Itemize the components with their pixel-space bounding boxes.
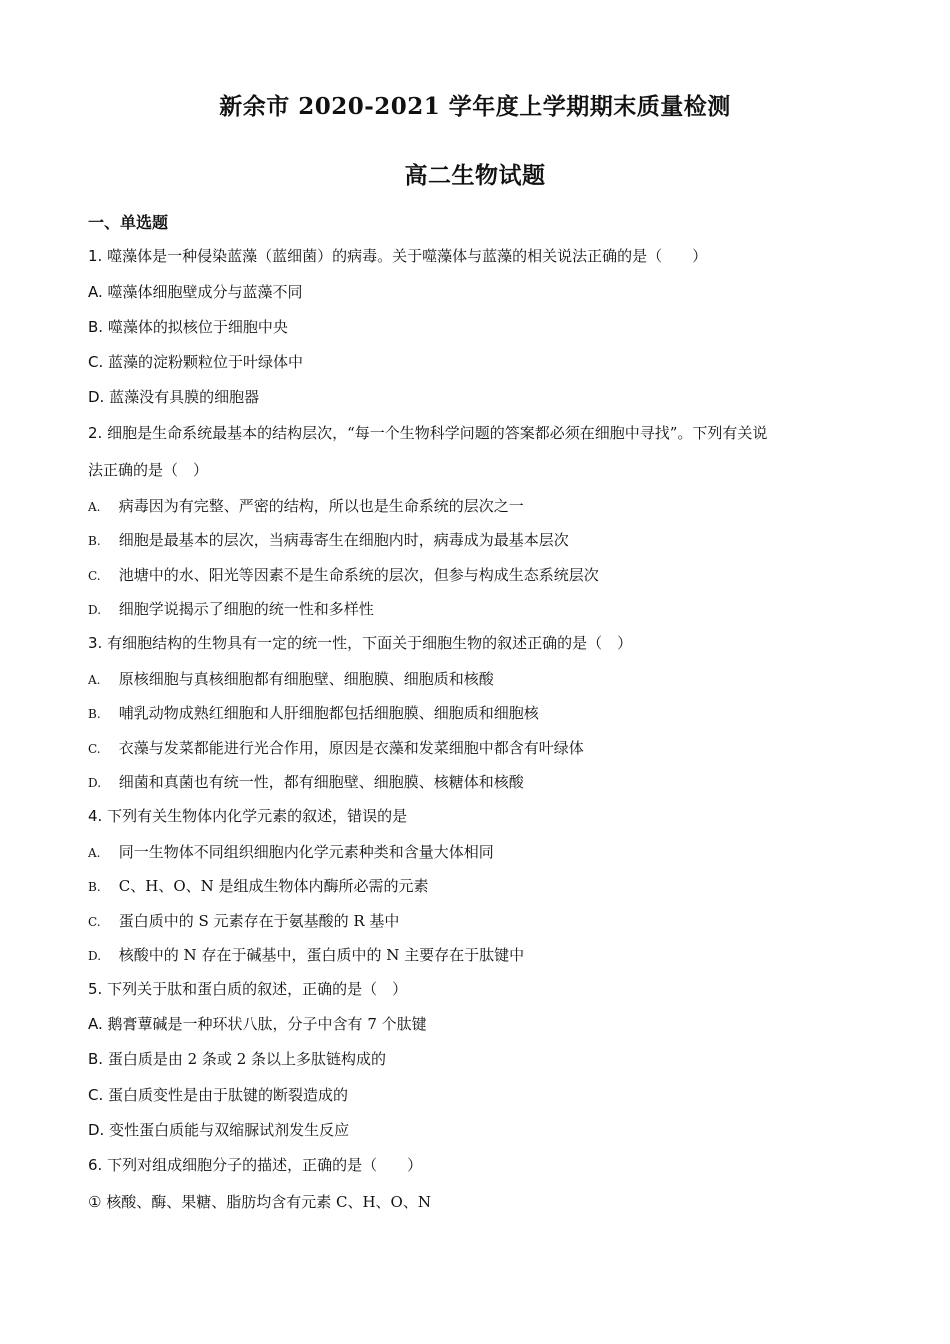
question-3-stem (88, 633, 632, 653)
option-letter: A. (88, 283, 103, 301)
question-3-option-d (88, 772, 524, 793)
option-letter: C. (88, 353, 104, 371)
question-number: 2. (88, 424, 103, 442)
option-text: 蛋白质是由 2 条或 2 条以上多肽链构成的 (107, 1050, 387, 1068)
question-text: 下列对组成细胞分子的描述，正确的是（ ） (107, 1156, 423, 1174)
option-text: 鹅膏蕈碱是一种环状八肽，分子中含有 7 个肽键 (107, 1015, 427, 1033)
option-letter: B. (88, 707, 101, 721)
option-text: 核酸中的 N 存在于碱基中，蛋白质中的 N 主要存在于肽键中 (118, 946, 525, 964)
question-3-option-c (88, 738, 584, 759)
option-letter: C. (88, 1086, 104, 1104)
question-3-option-a (88, 669, 494, 690)
option-text: 池塘中的水、阳光等因素不是生命系统的层次，但参与构成生态系统层次 (118, 566, 599, 584)
option-text: 哺乳动物成熟红细胞和人肝细胞都包括细胞膜、细胞质和细胞核 (118, 704, 539, 722)
question-4-option-c (88, 911, 399, 932)
option-text: 噬藻体的拟核位于细胞中央 (107, 318, 288, 336)
question-5-stem (88, 979, 407, 999)
question-text: 法正确的是（ ） (88, 461, 209, 479)
section-heading: 一、单选题 (88, 213, 169, 232)
question-1-option-b (88, 317, 288, 337)
item-marker: ① (88, 1193, 102, 1211)
option-text: 原核细胞与真核细胞都有细胞壁、细胞膜、细胞质和核酸 (118, 670, 494, 688)
option-letter: A. (88, 1015, 103, 1033)
option-text: 同一生物体不同组织细胞内化学元素种类和含量大体相同 (118, 843, 494, 861)
question-text: 下列关于肽和蛋白质的叙述，正确的是（ ） (107, 980, 408, 998)
exam-title: 新余市 2020-2021 学年度上学期期末质量检测 (219, 93, 731, 120)
question-2-option-b (88, 530, 569, 551)
option-text: 蓝藻的淀粉颗粒位于叶绿体中 (108, 353, 304, 371)
option-text: 蛋白质变性是由于肽键的断裂造成的 (108, 1086, 349, 1104)
question-number: 5. (88, 980, 103, 998)
option-letter: C. (88, 569, 101, 583)
option-text: 衣藻与发菜都能进行光合作用，原因是衣藻和发菜细胞中都含有叶绿体 (118, 739, 584, 757)
question-4-stem (88, 806, 407, 826)
question-4-option-b (88, 876, 429, 897)
question-1-option-a (88, 282, 303, 302)
option-text: 噬藻体细胞壁成分与蓝藻不同 (107, 283, 303, 301)
question-3-option-b (88, 703, 539, 724)
option-letter: A. (88, 500, 101, 514)
option-letter: D. (88, 776, 102, 790)
question-text: 有细胞结构的生物具有一定的统一性，下面关于细胞生物的叙述正确的是（ ） (107, 634, 633, 652)
item-text: 核酸、酶、果糖、脂肪均含有元素 C、H、O、N (106, 1193, 431, 1211)
question-text: 下列有关生物体内化学元素的叙述，错误的是 (107, 807, 408, 825)
option-letter: A. (88, 846, 101, 860)
option-letter: D. (88, 949, 102, 963)
question-4-option-d (88, 945, 524, 966)
option-letter: B. (88, 318, 104, 336)
option-letter: B. (88, 534, 101, 548)
option-letter: B. (88, 1050, 104, 1068)
option-letter: D. (88, 1121, 105, 1139)
question-4-option-a (88, 842, 494, 863)
question-number: 3. (88, 634, 103, 652)
question-2-option-d (88, 599, 374, 620)
question-5-option-b (88, 1049, 386, 1069)
question-2-option-a (88, 496, 524, 517)
question-2-stem (88, 423, 767, 443)
question-6-stem (88, 1155, 422, 1175)
option-letter: D. (88, 388, 105, 406)
option-text: 蛋白质中的 S 元素存在于氨基酸的 R 基中 (118, 912, 400, 930)
option-text: 细胞是最基本的层次，当病毒寄生在细胞内时，病毒成为最基本层次 (118, 531, 569, 549)
option-text: 变性蛋白质能与双缩脲试剂发生反应 (109, 1121, 350, 1139)
option-letter: B. (88, 880, 101, 894)
question-5-option-c (88, 1085, 348, 1105)
question-text: 噬藻体是一种侵染蓝藻（蓝细菌）的病毒。关于噬藻体与蓝藻的相关说法正确的是（ ） (107, 247, 708, 265)
option-text: 细菌和真菌也有统一性，都有细胞壁、细胞膜、核糖体和核酸 (118, 773, 524, 791)
question-number: 6. (88, 1156, 103, 1174)
question-text: 细胞是生命系统最基本的结构层次，“每一个生物科学问题的答案都必须在细胞中寻找”。下列有关说 (107, 424, 768, 442)
question-5-option-d (88, 1120, 349, 1140)
question-2-option-c (88, 565, 599, 586)
question-number: 4. (88, 807, 103, 825)
question-number: 1. (88, 247, 103, 265)
option-letter: A. (88, 673, 101, 687)
option-letter: C. (88, 915, 101, 929)
question-1-option-c (88, 352, 303, 372)
option-text: C、H、O、N 是组成生物体内酶所必需的元素 (118, 877, 429, 895)
option-text: 病毒因为有完整、严密的结构，所以也是生命系统的层次之一 (118, 497, 524, 515)
question-5-option-a (88, 1014, 427, 1034)
exam-subtitle: 高二生物试题 (404, 162, 546, 189)
question-1-option-d (88, 387, 259, 407)
option-letter: D. (88, 603, 102, 617)
question-2-stem-continued (88, 460, 208, 480)
option-letter: C. (88, 742, 101, 756)
option-text: 蓝藻没有具膜的细胞器 (109, 388, 260, 406)
question-6-item-1 (88, 1192, 431, 1212)
question-1-stem (88, 246, 707, 266)
option-text: 细胞学说揭示了细胞的统一性和多样性 (118, 600, 374, 618)
